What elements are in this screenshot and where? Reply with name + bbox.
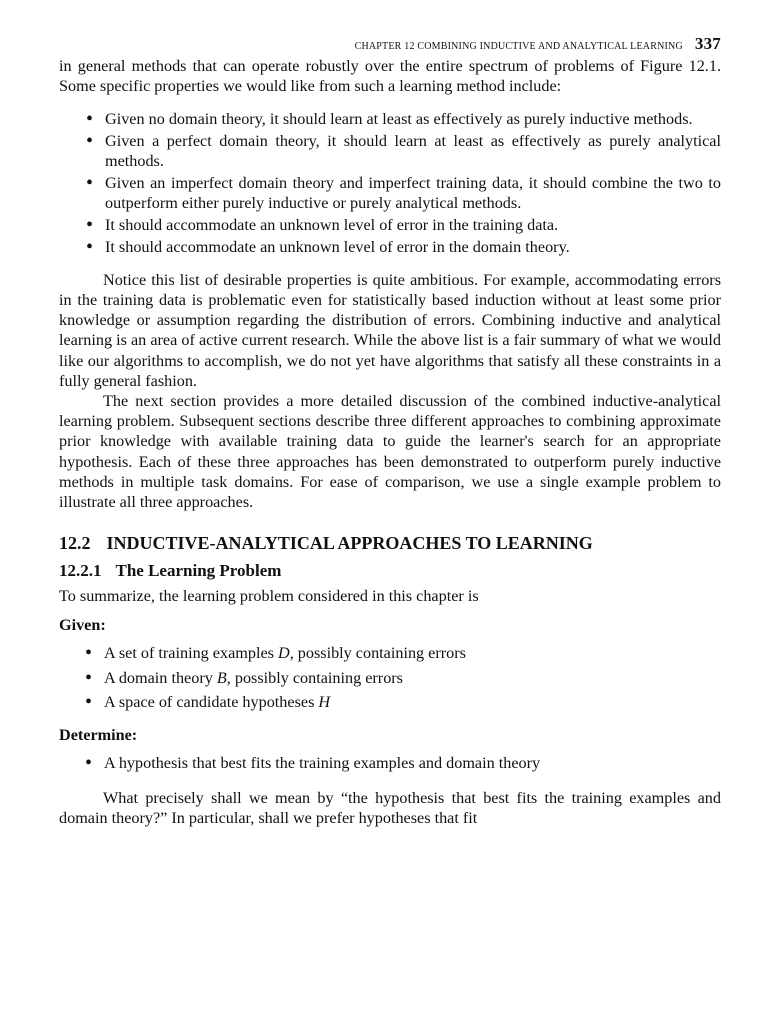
given-label: Given: (59, 616, 106, 635)
determine-label: Determine: (59, 726, 138, 745)
list-item: • It should accommodate an unknown level of error in the domain theory. (59, 237, 721, 257)
body-paragraph: Notice this list of desirable properties is quite ambitious. For example, accommodating errors in the training data is problematic even for statistically based induction without at least some prior knowledge or assumption regarding the distribution of errors. Combining inductive and analytical learning is an area of active current research. While the above list is a fair summary of what we would like our algorithms to accomplish, we do not yet have algorithms that satisfy all these constraints in a fully general fashion. (59, 270, 721, 390)
variable: D (277, 644, 290, 663)
determine-list (59, 753, 721, 773)
subsection-title: The Learning Problem (115, 561, 282, 581)
list-item: • A space of candidate hypotheses H (59, 692, 721, 712)
body-paragraph: The next section provides a more detailed discussion of the combined inductive-analytical learning problem. Subsequent sections describe three different approaches to combining approximate prior knowledge with available training data to guide the learner's search for an appropriate hypothesis. Each of these three approaches has been demonstrated to outperform purely inductive methods in multiple task domains. For ease of comparison, we use a single example problem to illustrate all three approaches. (59, 392, 721, 512)
section-title: INDUCTIVE-ANALYTICAL APPROACHES TO LEARNING (106, 533, 593, 554)
list-item: • A hypothesis that best fits the training examples and domain theory (59, 753, 721, 773)
page-number: 337 (694, 34, 721, 53)
body-paragraph: What precisely shall we mean by “the hypothesis that best fits the training examples and domain theory?” In particular, shall we prefer hypotheses that fit (59, 789, 721, 828)
list-item: • Given a perfect domain theory, it should learn at least as effectively as purely analytical methods. (59, 131, 721, 171)
subsection-heading (59, 559, 721, 583)
chapter-title: CHAPTER 12 COMBINING INDUCTIVE AND ANALYTICAL LEARNING (354, 41, 683, 52)
list-item: • A domain theory B, possibly containing errors (59, 668, 721, 688)
variable: B (216, 668, 227, 687)
given-list (59, 643, 721, 712)
running-header (59, 34, 721, 56)
summary-line: To summarize, the learning problem considered in this chapter is (59, 587, 479, 606)
list-item: • It should accommodate an unknown level of error in the training data. (59, 215, 721, 235)
section-number: 12.2 (59, 533, 91, 554)
list-item: • Given an imperfect domain theory and imperfect training data, it should combine the two to outperform either purely inductive or purely analytical methods. (59, 173, 721, 213)
list-item: • A set of training examples D, possibly containing errors (59, 643, 721, 663)
intro-paragraph: in general methods that can operate robustly over the entire spectrum of problems of Figure 12.1. Some specific properties we would like from such a learning method include: (59, 57, 721, 96)
variable: H (318, 692, 331, 711)
subsection-number: 12.2.1 (59, 561, 102, 581)
properties-list (59, 109, 721, 256)
section-heading (59, 531, 721, 555)
list-item: • Given no domain theory, it should learn at least as effectively as purely inductive methods. (59, 109, 721, 129)
book-page (59, 34, 721, 829)
